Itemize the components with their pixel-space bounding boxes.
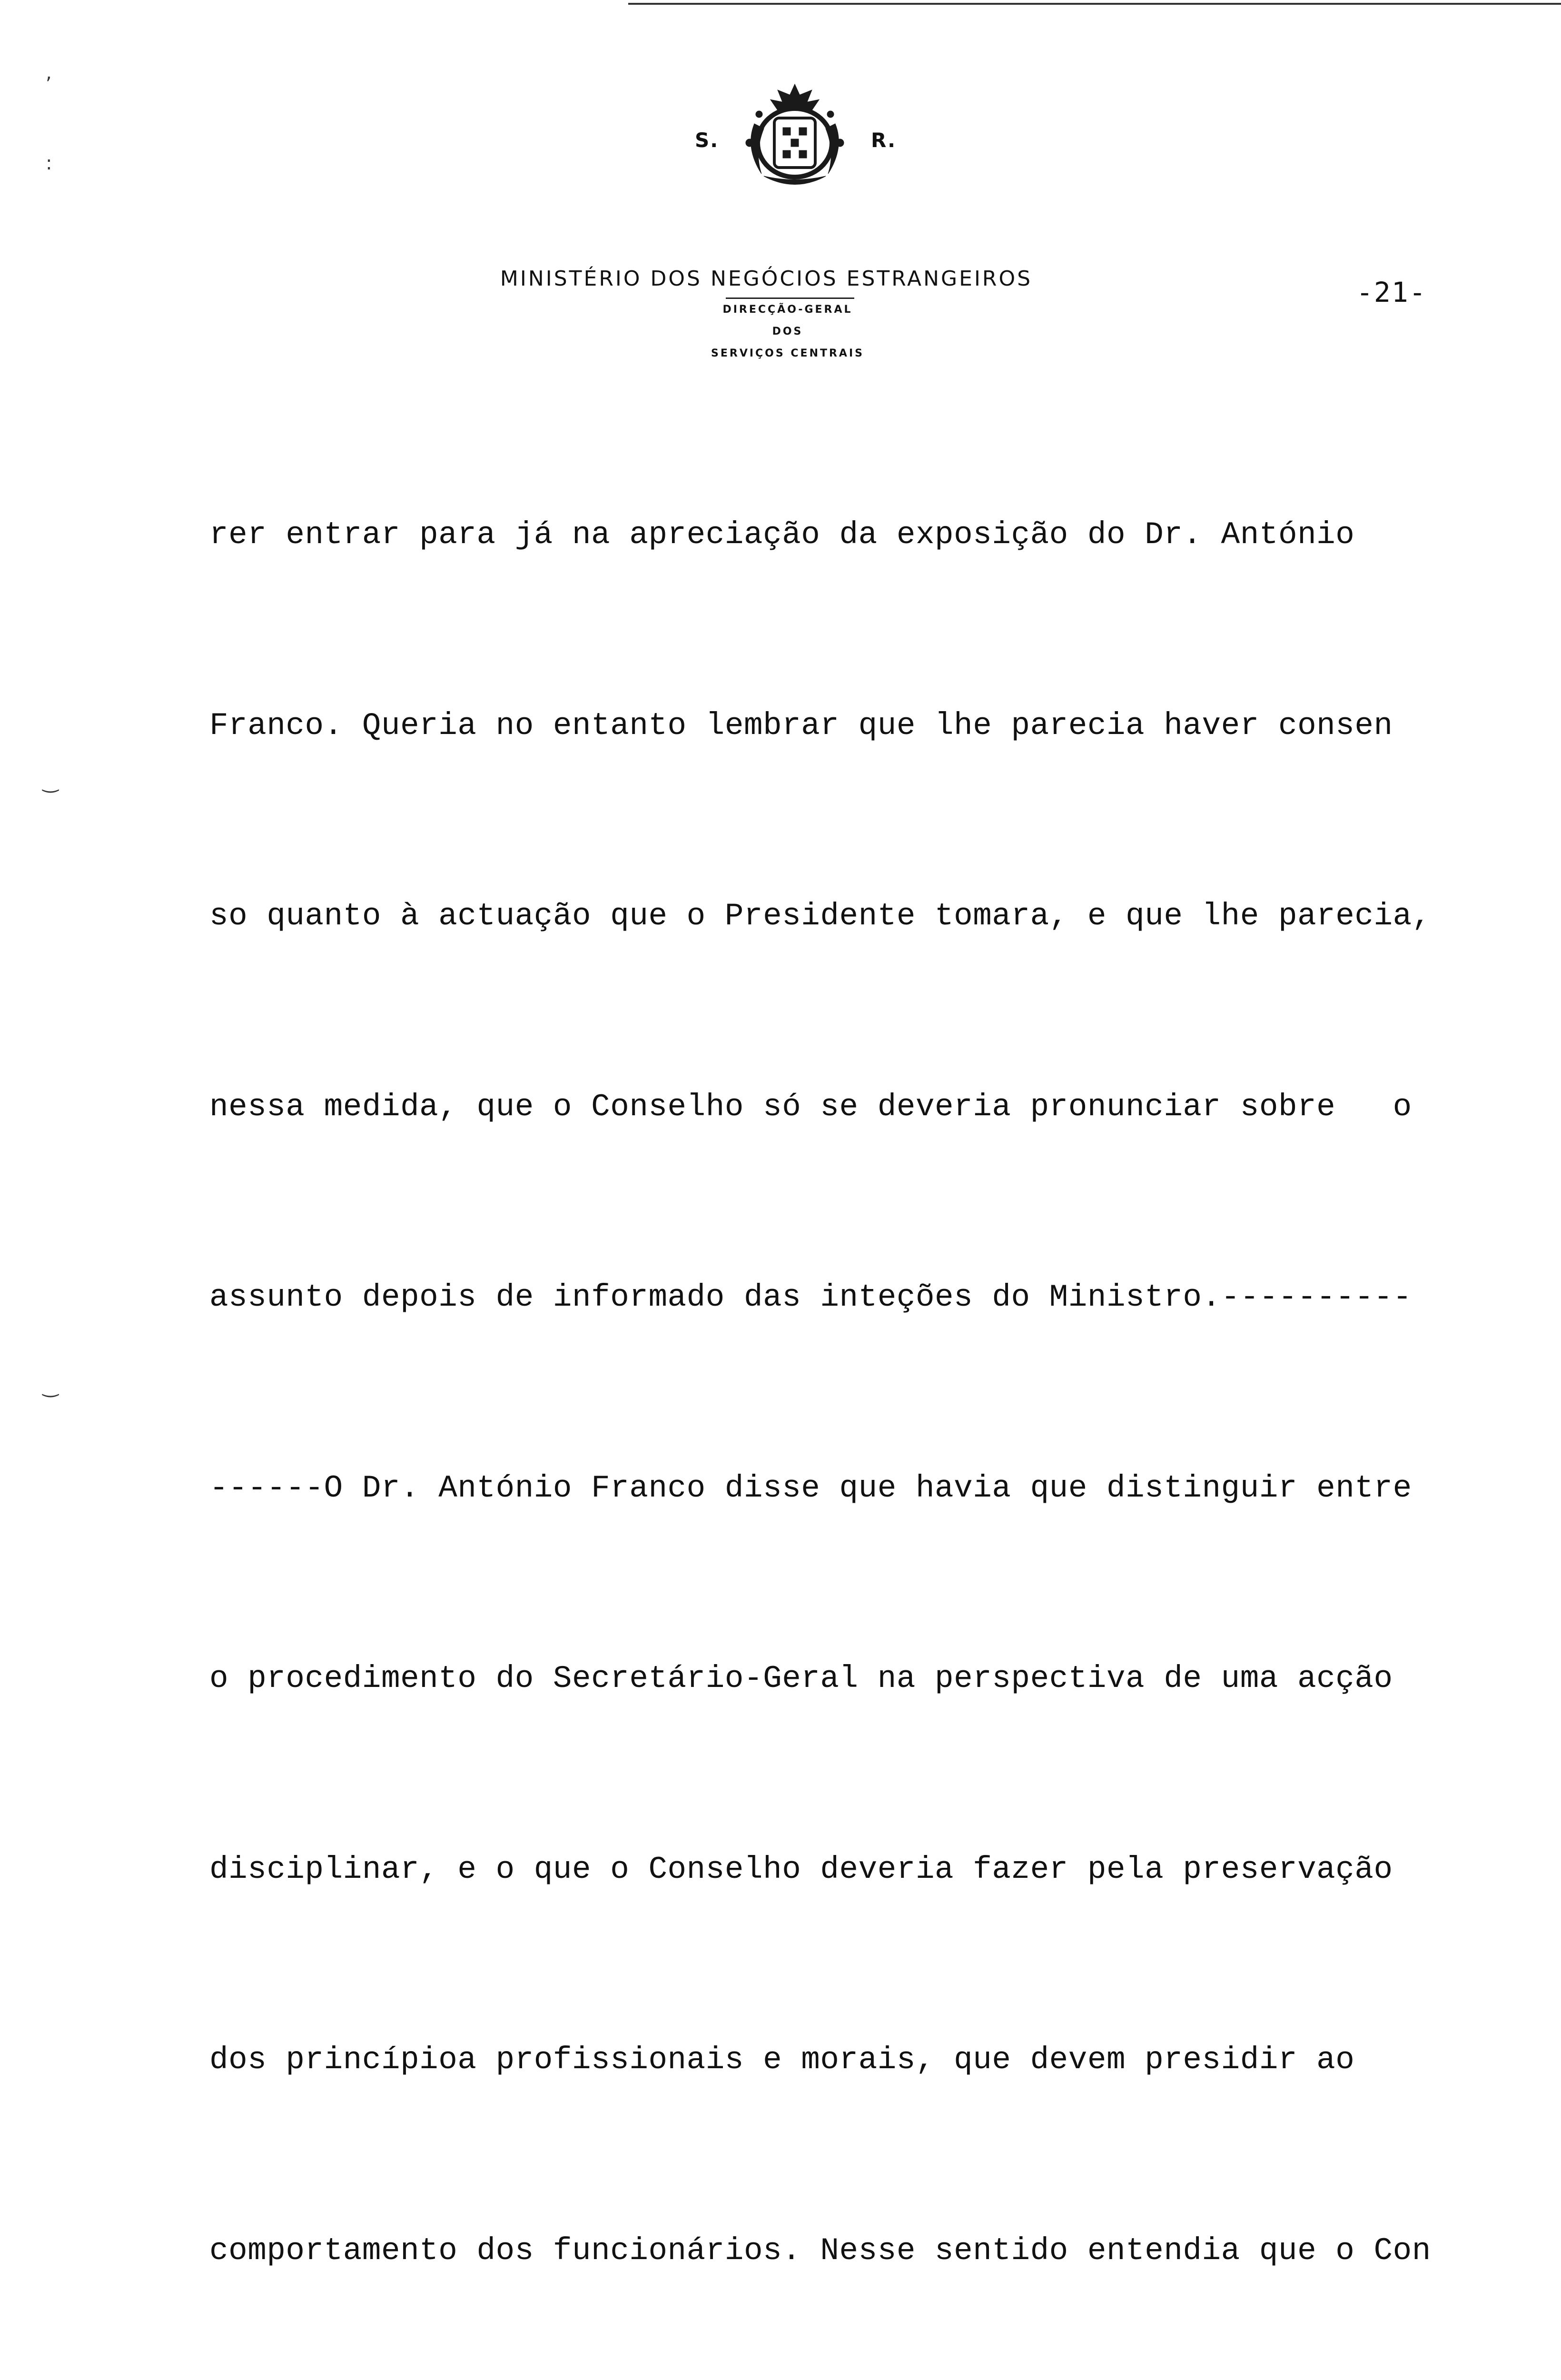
ministry-name: MINISTÉRIO DOS NEGÓCIOS ESTRANGEIROS bbox=[500, 267, 1033, 291]
body-text bbox=[209, 376, 1485, 2380]
seal-row bbox=[476, 81, 1095, 195]
top-edge-rule bbox=[628, 3, 1561, 5]
subheading-servicos: SERVIÇOS CENTRAIS bbox=[711, 347, 864, 359]
subheading-direccao: DIRECÇÃO-GERAL bbox=[722, 304, 853, 316]
text-line: dos princípioa profissionais e morais, que devem presidir ao bbox=[209, 2042, 1355, 2078]
text-line: disciplinar, e o que o Conselho deveria fazer pela preservação bbox=[209, 1851, 1393, 1887]
margin-mark: , bbox=[46, 62, 52, 84]
text-line: Franco. Queria no entanto lembrar que lhe parecia haver consen bbox=[209, 707, 1393, 744]
margin-mark: : bbox=[46, 152, 52, 174]
page-number: -21- bbox=[1356, 276, 1427, 308]
text-line: so quanto à actuação que o Presidente tomara, e que lhe parecia, bbox=[209, 898, 1431, 934]
text-line: ------O Dr. António Franco disse que havia que distinguir entre bbox=[209, 1470, 1412, 1506]
coat-of-arms-icon bbox=[735, 81, 854, 195]
margin-mark: ‿ bbox=[43, 1376, 59, 1398]
text-line: o procedimento do Secretário-Geral na perspectiva de uma acção bbox=[209, 1661, 1393, 1696]
text-line: assunto depois de informado das inteções do Ministro.---------- bbox=[209, 1279, 1412, 1315]
seal-letter-s: S. bbox=[695, 129, 719, 152]
letterhead bbox=[476, 81, 1095, 365]
text-line: nessa medida, que o Conselho só se deveria pronunciar sobre o bbox=[209, 1089, 1412, 1125]
subheading-dos: DOS bbox=[772, 326, 803, 337]
text-line: comportamento dos funcionários. Nesse sentido entendia que o Con bbox=[209, 2232, 1431, 2269]
seal-letter-r: R. bbox=[871, 129, 897, 152]
margin-mark: ‿ bbox=[43, 771, 59, 793]
text-line: rer entrar para já na apreciação da exposição do Dr. António bbox=[209, 517, 1355, 553]
